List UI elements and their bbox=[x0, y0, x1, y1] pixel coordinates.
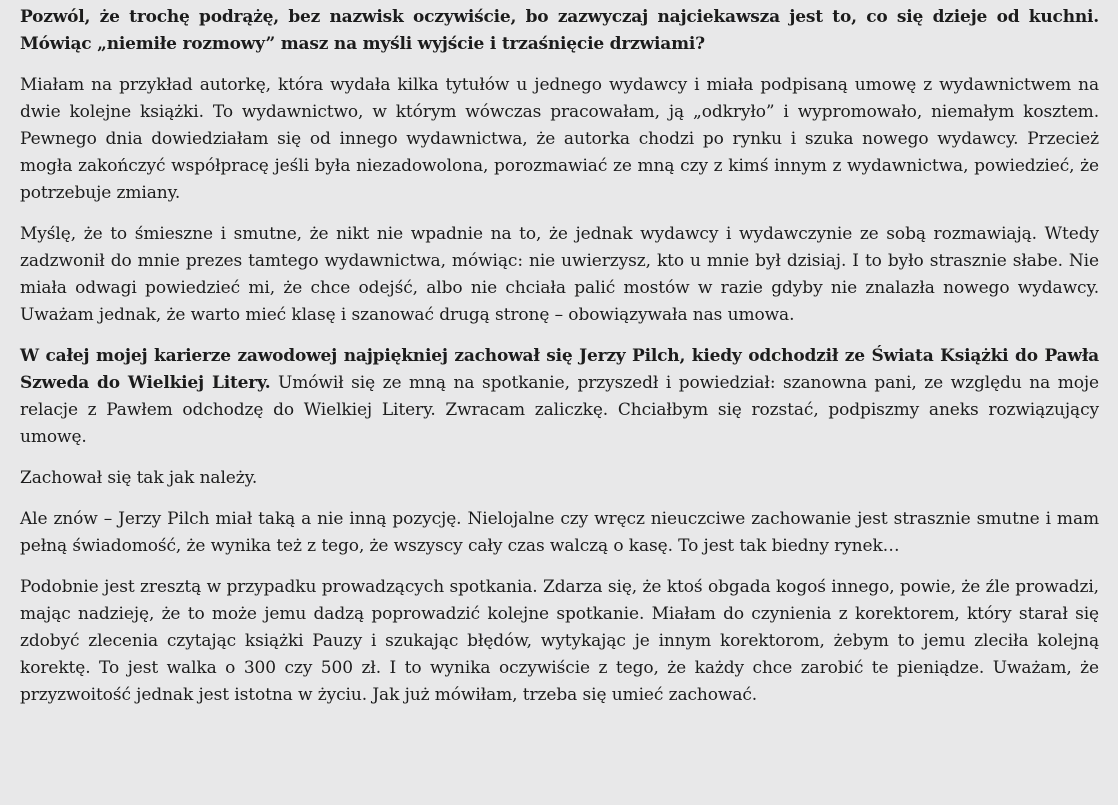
answer-paragraph-1 bbox=[20, 72, 1099, 207]
paragraph-text: Zachował się tak jak należy. bbox=[20, 468, 258, 488]
answer-paragraph-6 bbox=[20, 574, 1099, 709]
interview-question bbox=[20, 4, 1099, 58]
paragraph-text: Miałam na przykład autorkę, która wydała kilka tytułów u jednego wydawcy i miała podpisaną umowę z wydawnictwem na dwie kolejne książki. To wydawnictwo, w którym wówczas pracowałam, ją „odkryło” i wypromowało, niemałym kosztem. Pewnego dnia dowiedziałam się od innego wydawnictwa, że autorka chodzi po rynku i szuka nowego wydawcy. Przecież mogła zakończyć współpracę jeśli była niezadowolona, porozmawiać ze mną czy z kimś innym z wydawnictwa, powiedzieć, że potrzebuje zmiany. bbox=[20, 75, 1099, 203]
paragraph-text: Umówił się ze mną na spotkanie, przyszedł i powiedział: szanowna pani, ze względu na moje relacje z Pawłem odchodzę do Wielkiej Litery. Zwracam zaliczkę. Chciałbym się rozstać, podpiszmy aneks rozwiązujący umowę. bbox=[20, 373, 1099, 447]
answer-paragraph-5 bbox=[20, 506, 1099, 560]
answer-paragraph-2 bbox=[20, 221, 1099, 329]
paragraph-text: Ale znów – Jerzy Pilch miał taką a nie inną pozycję. Nielojalne czy wręcz nieuczciwe zachowanie jest strasznie smutne i mam pełną świadomość, że wynika też z tego, że wszyscy cały czas walczą o kasę. To jest tak biedny rynek… bbox=[20, 509, 1099, 556]
question-text: Pozwól, że trochę podrążę, bez nazwisk oczywiście, bo zazwyczaj najciekawsza jest to, co się dzieje od kuchni. Mówiąc „niemiłe rozmowy” masz na myśli wyjście i trzaśnięcie drzwiami? bbox=[20, 7, 1099, 54]
paragraph-text: Podobnie jest zresztą w przypadku prowadzących spotkania. Zdarza się, że ktoś obgada kogoś innego, powie, że źle prowadzi, mając nadzieję, że to może jemu dadzą poprowadzić kolejne spotkanie. Miałam do czynienia z korektorem, który starał się zdobyć zlecenia czytając książki Pauzy i szukając błędów, wytykając je innym korektorom, żebym to jemu zleciła kolejną korektę. To jest walka o 300 czy 500 zł. I to wynika oczywiście z tego, że każdy chce zarobić te pieniądze. Uważam, że przyzwoitość jednak jest istotna w życiu. Jak już mówiłam, trzeba się umieć zachować. bbox=[20, 577, 1099, 705]
answer-paragraph-4 bbox=[20, 465, 1099, 492]
paragraph-text: Myślę, że to śmieszne i smutne, że nikt nie wpadnie na to, że jednak wydawcy i wydawczynie ze sobą rozmawiają. Wtedy zadzwonił do mnie prezes tamtego wydawnictwa, mówiąc: nie uwierzysz, kto u mnie był dzisiaj. I to było strasznie słabe. Nie miała odwagi powiedzieć mi, że chce odejść, albo nie chciała palić mostów w razie gdyby nie znalazła nowego wydawcy. Uważam jednak, że warto mieć klasę i szanować drugą stronę – obowiązywała nas umowa. bbox=[20, 224, 1099, 325]
bold-highlight: W całej mojej karierze zawodowej najpiękniej zachował się Jerzy Pilch, kiedy odchodził ze Świata Książki do Pawła Szweda do Wielkiej Litery. bbox=[20, 346, 1099, 393]
answer-paragraph-3 bbox=[20, 343, 1099, 451]
